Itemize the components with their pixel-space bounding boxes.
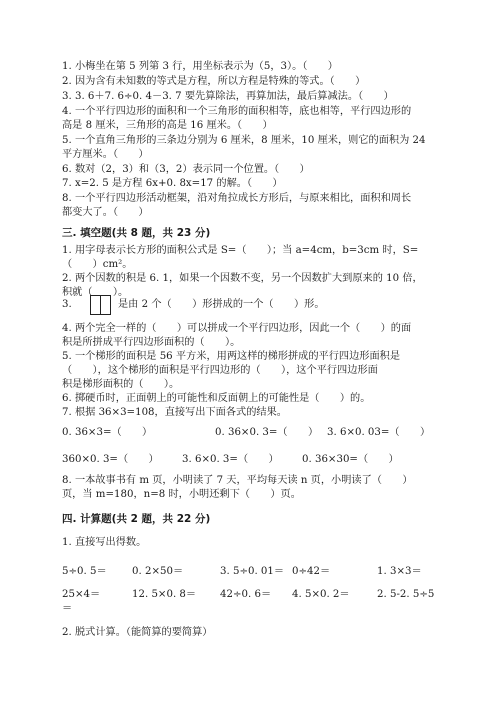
fill-q3-number: 3. xyxy=(62,299,72,310)
fill-q8-line1: 8. 一本故事书有 m 页，小明读了 7 天，平均每天读 n 页，小明读了（ ） xyxy=(62,475,413,486)
calc-row2-tail: ＝ xyxy=(62,603,73,614)
fill-q5-line1: 5. 一个梯形的面积是 56 平方米，用两这样的梯形拼成的平行四边形面积是 xyxy=(62,351,401,362)
two-rectangles-figure xyxy=(90,295,110,315)
fill-q4-line1: 4. 两个完全一样的（ ）可以拼成一个平行四边形，因此一个（ ）的面 xyxy=(62,323,412,334)
judge-q5-line2: 平方厘米。（ ） xyxy=(62,149,149,160)
calc-item: 3. 6×0. 3=（ ） xyxy=(182,454,279,465)
fill-q1-line1: 1. 用字母表示长方形的面积公式是 S=（ ）；当 a=4cm，b=3cm 时，S= xyxy=(62,245,419,256)
calc-item: 25×4＝ xyxy=(62,589,101,600)
fill-q5-line3: 积是梯形面积的（ ）。 xyxy=(62,379,180,390)
calc-item: 3. 6×0. 03=（ ） xyxy=(327,427,431,438)
fill-q6: 6. 掷硬币时，正面朝上的可能性和反面朝上的可能性是（ ）的。 xyxy=(62,393,371,404)
judge-q6: 6. 数对（2，3）和（3，2）表示同一个位置。（ ） xyxy=(62,164,310,175)
judge-q2: 2. 因为含有未知数的等式是方程，所以方程是特殊的等式。（ ） xyxy=(62,76,366,87)
fill-q7: 7. 根据 36×3=108，直接写出下面各式的结果。 xyxy=(62,407,287,418)
judge-q7: 7. x=2. 5 是方程 6x+0. 8x=17 的解。（ ） xyxy=(62,178,283,189)
judge-q1: 1. 小梅坐在第 5 列第 3 行，用坐标表示为（5，3）。（ ） xyxy=(62,61,338,72)
calc-item: 1. 3×3＝ xyxy=(377,566,422,577)
calc-item: 2. 5-2. 5÷5 xyxy=(377,589,435,600)
fill-q2-line1: 2. 两个因数的积是 6. 1，如果一个因数不变，另一个因数扩大到原来的 10 倍， xyxy=(62,273,423,284)
calc-item: 4. 5×0. 2＝ xyxy=(292,589,350,600)
judge-q8-line1: 8. 一个平行四边形活动框架，沿对角拉成长方形后，与原来相比，面积和周长 xyxy=(62,193,412,204)
fill-q5-line2: （ ），这个梯形的面积是平行四边形的（ ），这个平行四边形面 xyxy=(62,365,378,376)
calc-item: 0÷42＝ xyxy=(292,566,331,577)
calc-item: 42÷0. 6＝ xyxy=(220,589,272,600)
calc-item: 5÷0. 5＝ xyxy=(62,566,107,577)
calc-item: 0. 36×30=（ ） xyxy=(302,454,399,465)
rectangle-shape xyxy=(100,295,111,315)
fill-q3-text: 是由 2 个（ ）形拼成的一个（ ）形。 xyxy=(118,299,325,310)
judge-q8-line2: 都变大了。（ ） xyxy=(62,207,149,218)
judge-q4-line1: 4. 一个平行四边形的面积和一个三角形的面积相等，底也相等，平行四边形的 xyxy=(62,106,412,117)
judge-q5-line1: 5. 一个直角三角形的三条边分别为 6 厘米，8 厘米，10 厘米，则它的面积为 24 xyxy=(62,135,426,146)
fill-q4-line2: 积是所拼成平行四边形面积的（ ）。 xyxy=(62,337,241,348)
section-3-title: 三. 填空题(共 8 题，共 23 分) xyxy=(62,227,211,239)
calc-item: 360×0. 3=（ ） xyxy=(62,454,159,465)
judge-q4-line2: 高是 8 厘米，三角形的高是 16 厘米。（ ） xyxy=(62,120,273,131)
calc-item: 0. 36×0. 3=（ ） xyxy=(215,427,319,438)
calc-q1: 1. 直接写出得数。 xyxy=(62,537,147,548)
calc-item: 12. 5×0. 8＝ xyxy=(132,589,197,600)
calc-item: 3. 5÷0. 01＝ xyxy=(220,566,285,577)
calc-q2: 2. 脱式计算。（能简算的要简算） xyxy=(62,627,213,638)
calc-item: 0. 36×3=（ ） xyxy=(62,427,153,438)
fill-q1-line2: （ ）cm²。 xyxy=(62,259,133,270)
calc-item: 0. 2×50＝ xyxy=(132,566,184,577)
section-4-title: 四. 计算题(共 2 题，共 22 分) xyxy=(62,513,211,525)
fill-q8-line2: 页，当 m=180，n=8 时，小明还剩下（ ）页。 xyxy=(62,489,301,500)
judge-q3: 3. 3. 6＋7. 6÷0. 4－3. 7 要先算除法，再算加法，最后算减法。（ ） xyxy=(62,91,394,102)
fill-q2-line2: 积就（ ）。 xyxy=(62,287,129,298)
